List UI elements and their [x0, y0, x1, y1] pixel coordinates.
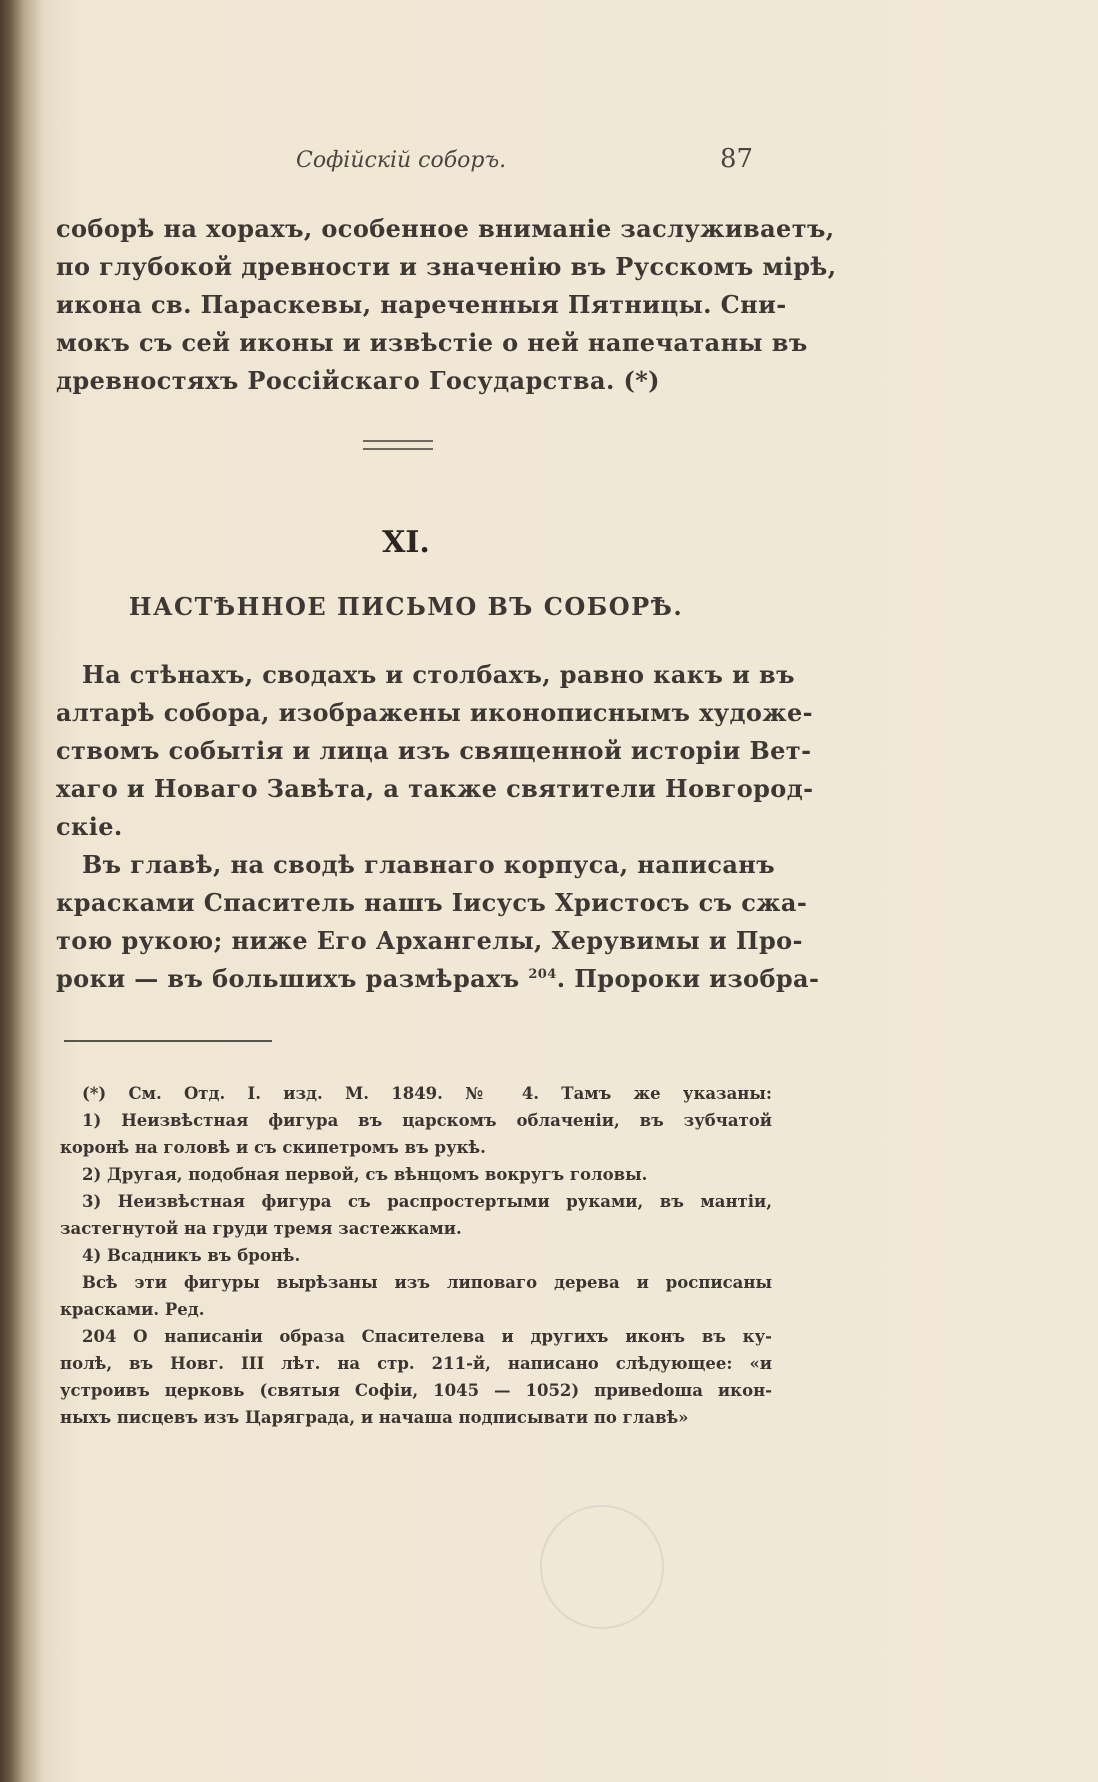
text-line: икона св. Параскевы, нареченныя Пятницы. Сни-: [56, 290, 787, 319]
text-fragment: . Пророки изобра-: [556, 964, 820, 993]
footnote-line: красками. Ред.: [60, 1300, 205, 1319]
footnote-line: 1) Неизвѣстная фигура въ царскомъ облаченіи, въ зубчатой: [82, 1111, 772, 1130]
footnote-line: коронѣ на головѣ и съ скипетромъ въ рукѣ.: [60, 1138, 486, 1157]
running-head: [56, 144, 756, 184]
footnote-line: (*) См. Отд. I. изд. М. 1849. № 4. Тамъ же указаны:: [82, 1084, 772, 1103]
page-number: 87: [720, 144, 754, 174]
chapter-number: XI.: [382, 525, 430, 560]
footnote-line: 3) Неизвѣстная фигура съ распростертыми руками, въ мантіи,: [82, 1192, 772, 1211]
footnotes: [60, 1080, 772, 1431]
text-line: Въ главѣ, на сводѣ главнаго корпуса, написанъ: [82, 850, 776, 879]
chapter-body: [56, 656, 820, 998]
footnote-line: Всѣ эти фигуры вырѣзаны изъ липоваго дерева и росписаны: [82, 1273, 772, 1292]
footnote-rule: [64, 1040, 272, 1042]
footnote-line: 204 О написаніи образа Спасителева и другихъ иконъ въ ку-: [82, 1327, 772, 1346]
text-line: На стѣнахъ, сводахъ и столбахъ, равно какъ и въ: [82, 660, 795, 689]
footnote-line: ныхъ писцевъ изъ Царяграда, и начаша подписывати по главѣ»: [60, 1408, 689, 1427]
text-fragment: роки — въ большихъ размѣрахъ: [56, 964, 529, 993]
footnote-line: устроивъ церковь (святыя Софіи, 1045 — 1052) привedoша икон-: [60, 1381, 772, 1400]
footnote-line: 2) Другая, подобная первой, съ вѣнцомъ вокругъ головы.: [82, 1165, 648, 1184]
text-line: тою рукою; ниже Его Архангелы, Херувимы и Про-: [56, 926, 803, 955]
footnote-line: полѣ, въ Новг. III лѣт. на стр. 211-й, написано слѣдующее: «и: [60, 1354, 772, 1373]
text-line: хаго и Новаго Завѣта, а также святители Новгород-: [56, 774, 814, 803]
text-line: соборѣ на хорахъ, особенное вниманіе заслуживаетъ,: [56, 214, 835, 243]
text-line: алтарѣ собора, изображены иконописнымъ художе-: [56, 698, 814, 727]
footnote-line: 4) Всадникъ въ бронѣ.: [82, 1246, 301, 1265]
text-line: по глубокой древности и значенію въ Русскомъ мірѣ,: [56, 252, 837, 281]
section-divider: [363, 440, 433, 450]
paragraph-continued: [56, 210, 837, 400]
text-line: красками Спаситель нашъ Іисусъ Христосъ съ сжа-: [56, 888, 808, 917]
text-line: скіе.: [56, 812, 123, 841]
text-line: древностяхъ Россійскаго Государства. (*): [56, 366, 660, 395]
library-stamp: [540, 1505, 664, 1629]
text-line-with-footnote-ref: [56, 960, 820, 998]
chapter-title: НАСТѢННОЕ ПИСЬМО ВЪ СОБОРѢ.: [128, 592, 684, 621]
footnote-line: застегнутой на груди тремя застежками.: [60, 1219, 462, 1238]
footnote-reference: 204: [528, 967, 557, 982]
text-line: ствомъ событія и лица изъ священной исторіи Вет-: [56, 736, 812, 765]
running-head-title: Софійскій соборъ.: [296, 148, 507, 173]
text-line: мокъ съ сей иконы и извѣстіе о ней напечатаны въ: [56, 328, 808, 357]
